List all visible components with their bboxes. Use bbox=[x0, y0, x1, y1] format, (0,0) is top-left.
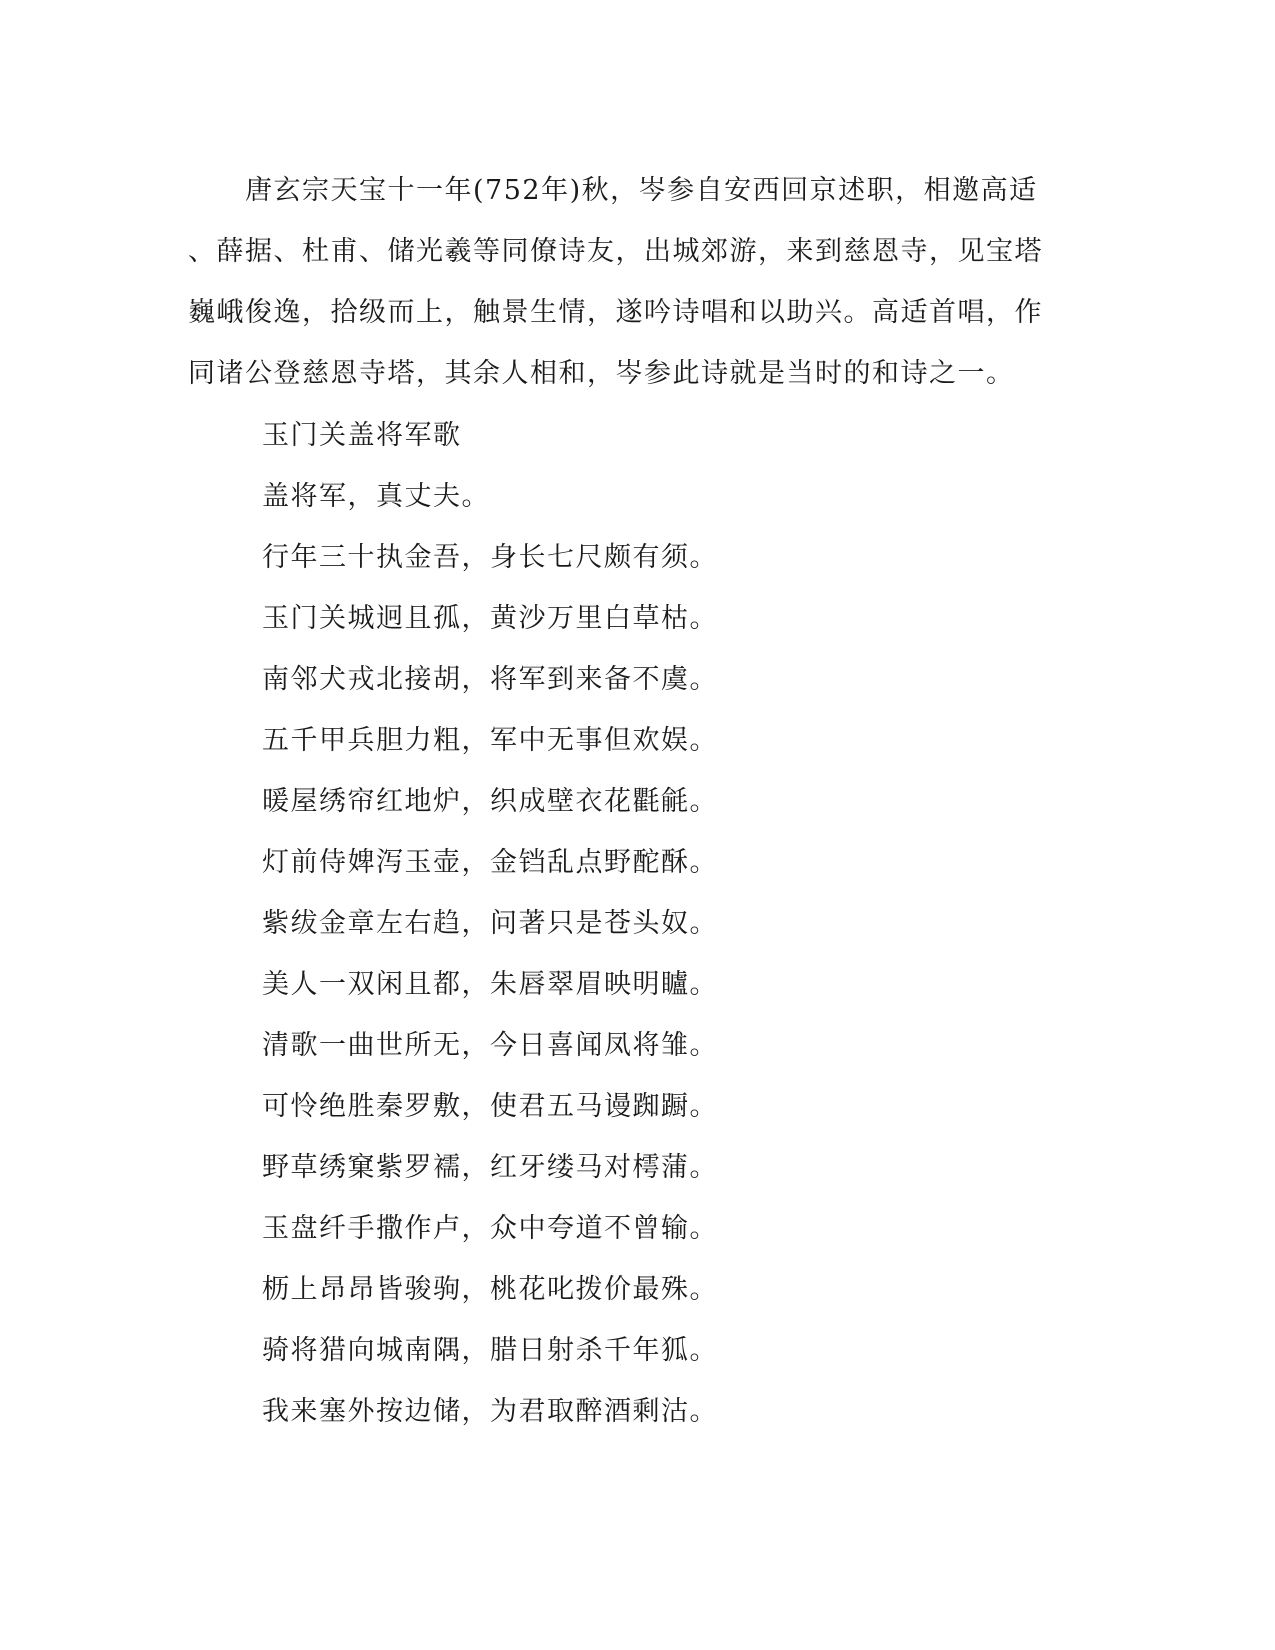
poem-line: 暖屋绣帘红地炉，织成壁衣花氍毹。 bbox=[262, 786, 718, 817]
poem-line: 清歌一曲世所无，今日喜闻凤将雏。 bbox=[262, 1030, 718, 1061]
intro-line: 唐玄宗天宝十一年(752年)秋，岑参自安西回京述职，相邀高适 bbox=[188, 175, 1038, 206]
poem-line: 五千甲兵胆力粗，军中无事但欢娱。 bbox=[262, 725, 718, 756]
poem-line: 南邻犬戎北接胡，将军到来备不虞。 bbox=[262, 664, 718, 695]
intro-line: 巍峨俊逸，拾级而上，触景生情，遂吟诗唱和以助兴。高适首唱，作 bbox=[188, 297, 1043, 328]
poem-line: 玉盘纤手撒作卢，众中夸道不曾输。 bbox=[262, 1213, 718, 1244]
poem-line: 枥上昂昂皆骏驹，桃花叱拨价最殊。 bbox=[262, 1274, 718, 1305]
intro-paragraph bbox=[188, 160, 1058, 404]
poem-line: 骑将猎向城南隅，腊日射杀千年狐。 bbox=[262, 1335, 718, 1366]
poem-line: 野草绣窠紫罗襦，红牙缕马对樗蒲。 bbox=[262, 1152, 718, 1183]
intro-line: 同诸公登慈恩寺塔，其余人相和，岑参此诗就是当时的和诗之一。 bbox=[188, 358, 1015, 389]
poem-title: 玉门关盖将军歌 bbox=[262, 420, 462, 451]
poem-line: 可怜绝胜秦罗敷，使君五马谩踟蹰。 bbox=[262, 1091, 718, 1122]
poem bbox=[262, 405, 1022, 1442]
poem-line: 美人一双闲且都，朱唇翠眉映明矑。 bbox=[262, 969, 718, 1000]
poem-line: 玉门关城迥且孤，黄沙万里白草枯。 bbox=[262, 603, 718, 634]
intro-line: 、薛据、杜甫、储光羲等同僚诗友，出城郊游，来到慈恩寺，见宝塔 bbox=[188, 236, 1043, 267]
poem-line: 盖将军，真丈夫。 bbox=[262, 481, 490, 512]
poem-line: 行年三十执金吾，身长七尺颇有须。 bbox=[262, 542, 718, 573]
poem-line: 紫绂金章左右趋，问著只是苍头奴。 bbox=[262, 908, 718, 939]
poem-line: 我来塞外按边储，为君取醉酒剩沽。 bbox=[262, 1396, 718, 1427]
poem-line: 灯前侍婢泻玉壶，金铛乱点野酡酥。 bbox=[262, 847, 718, 878]
